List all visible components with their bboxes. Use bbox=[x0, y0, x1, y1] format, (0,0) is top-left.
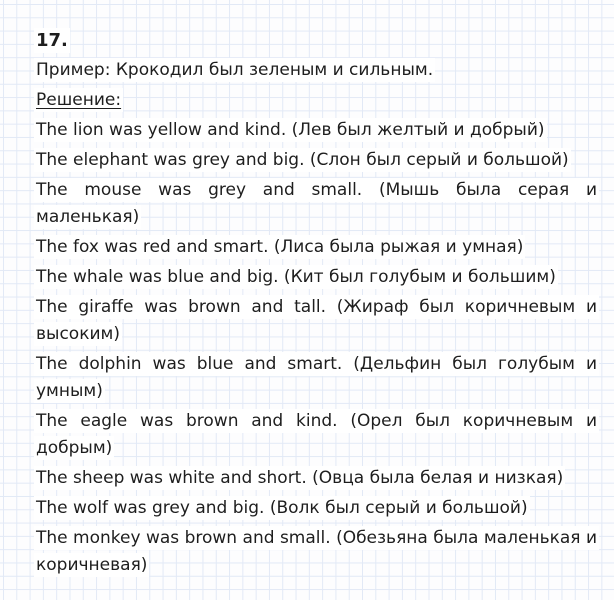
task-number bbox=[34, 27, 599, 54]
sentence-line-mouse bbox=[34, 177, 599, 231]
sentence-line-giraffe bbox=[34, 294, 599, 348]
sentence-line-elephant bbox=[34, 147, 599, 174]
example-text: Пример: Крокодил был зеленым и сильным. bbox=[36, 60, 434, 80]
sentence-text: The fox was red and smart. (Лиса была рыжая и умная) bbox=[36, 237, 524, 257]
sentence-text: The dolphin was blue and smart. (Дельфин был голубым и умным) bbox=[36, 354, 597, 401]
sentence-text: The mouse was grey and small. (Мышь была серая и маленькая) bbox=[36, 180, 597, 227]
sentence-text: The whale was blue and big. (Кит был голубым и большим) bbox=[36, 267, 556, 287]
sentence-text: The monkey was brown and small. (Обезьяна была маленькая и коричневая) bbox=[36, 528, 597, 575]
sentence-text: The eagle was brown and kind. (Орел был коричневым и добрым) bbox=[36, 411, 597, 458]
solution-label bbox=[34, 87, 599, 114]
sentence-line-dolphin bbox=[34, 351, 599, 405]
sentence-line-eagle bbox=[34, 408, 599, 462]
sentence-line-whale bbox=[34, 264, 599, 291]
solution-label-text: Решение: bbox=[36, 90, 122, 110]
sentence-line-monkey bbox=[34, 525, 599, 579]
task-number-text: 17. bbox=[36, 30, 68, 51]
sentence-text: The lion was yellow and kind. (Лев был желтый и добрый) bbox=[36, 120, 545, 140]
sentence-line-wolf bbox=[34, 495, 599, 522]
sentence-text: The wolf was grey and big. (Волк был серый и большой) bbox=[36, 498, 528, 518]
sentence-text: The elephant was grey and big. (Слон был серый и большой) bbox=[36, 150, 569, 170]
sentence-line-fox bbox=[34, 234, 599, 261]
example-line bbox=[34, 57, 599, 84]
sentence-line-lion bbox=[34, 117, 599, 144]
sentence-text: The giraffe was brown and tall. (Жираф был коричневым и высоким) bbox=[36, 297, 597, 344]
sentence-line-sheep bbox=[34, 465, 599, 492]
sentence-text: The sheep was white and short. (Овца была белая и низкая) bbox=[36, 468, 564, 488]
